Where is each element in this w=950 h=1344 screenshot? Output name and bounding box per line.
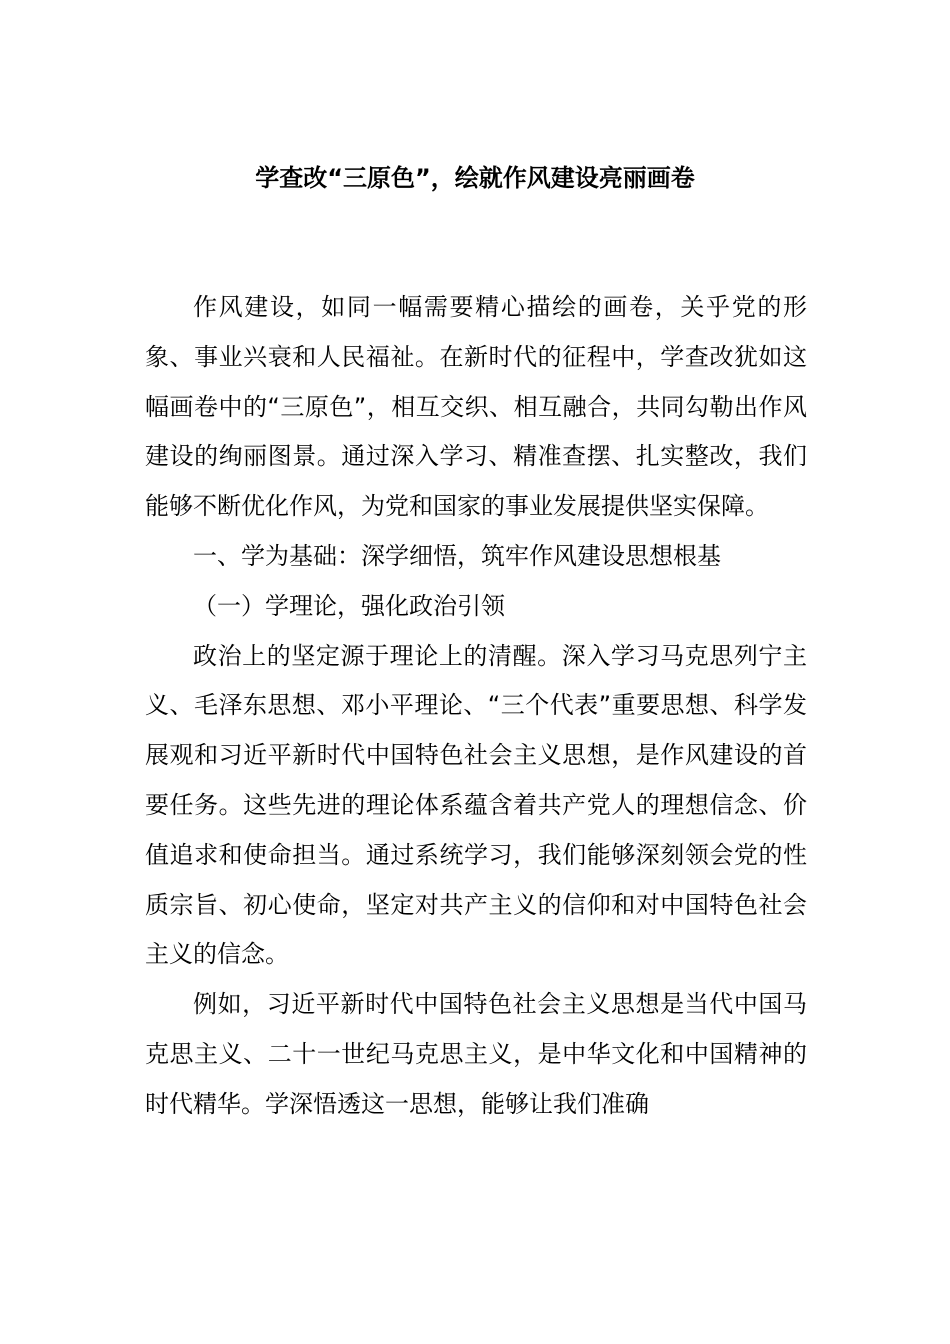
section-heading-1: 一、学为基础：深学细悟，筑牢作风建设思想根基 (193, 541, 721, 570)
document-title: 学查改“三原色”，绘就作风建设亮丽画卷 (255, 164, 695, 192)
paragraph-intro: 作风建设，如同一幅需要精心描绘的画卷，关乎党的形象、事业兴衰和人民福祉。在新时代的征程中，学查改犹如这幅画卷中的“三原色”，相互交织、相互融合，共同勾勒出作风建设的绚丽图景。通过深入学习、精准查摆、扎实整改，我们能够不断优化作风，为党和国家的事业发展提供坚实保障。 (145, 293, 807, 521)
paragraph-theory: 政治上的坚定源于理论上的清醒。深入学习马克思列宁主义、毛泽东思想、邓小平理论、“三个代表”重要思想、科学发展观和习近平新时代中国特色社会主义思想，是作风建设的首要任务。这些先进的理论体系蕴含着共产党人的理想信念、价值追求和使命担当。通过系统学习，我们能够深刻领会党的性质宗旨、初心使命，坚定对共产主义的信仰和对中国特色社会主义的信念。 (145, 641, 807, 969)
document-body (145, 283, 807, 1130)
paragraph-example: 例如，习近平新时代中国特色社会主义思想是当代中国马克思主义、二十一世纪马克思主义，是中华文化和中国精神的时代精华。学深悟透这一思想，能够让我们准确 (145, 990, 807, 1118)
subsection-heading-1: （一）学理论，强化政治引领 (193, 591, 505, 620)
